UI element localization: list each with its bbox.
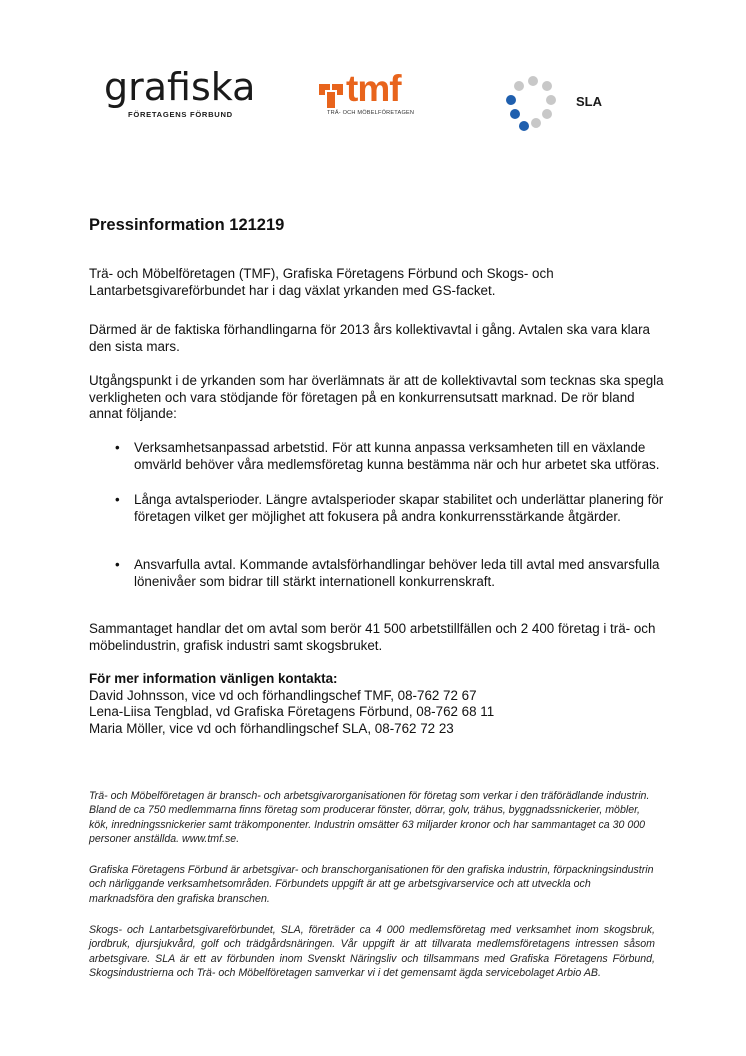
tmf-description: Trä- och Möbelföretagen är bransch- och arbetsgivarorganisationen för företag som verkar i den träförädlande industrin. Bland de ca 750 medlemmarna finns företag som producerar fönster, dörrar, golv, trähus, byggnadssnickerier, möbler, kök, inredningssnickerier samt träkomponenter. Industrin omsätter 63 miljarder kronor och har sammantaget ca 30 000 personer anställda. www.tmf.se. [89, 790, 650, 845]
bullet-marker: • [115, 492, 120, 507]
sla-logo-label: SLA [576, 94, 602, 109]
bullet-marker: • [115, 440, 120, 455]
sla-description: Skogs- och Lantarbetsgivareförbundet, SLA, företräder ca 4 000 medlemsföretag med verksamhet inom skogsbruk, jordbruk, djursjukvård, golf och trädgårdsnäringen. Vår uppgift är att tillvarata medlemsföretagens intressen såsom arbetsgivare. SLA är ett av förbunden inom Svenskt Näringsliv och tillsammans med Grafiska Företagens Förbund, Skogsindustrierna och Trä- och Möbelföretagen samverkar vi i det gemensamt ägda servicebolaget Arbio AB. [89, 924, 655, 979]
tmf-mark-icon [317, 81, 345, 109]
list-item [89, 492, 669, 525]
page-title: Pressinformation 121219 [89, 216, 285, 234]
sla-logo [500, 74, 610, 136]
contact-line: David Johnsson, vice vd och förhandlingschef TMF, 08-762 72 67 [89, 687, 477, 703]
contact-title: För mer information vänligen kontakta: [89, 671, 338, 686]
bullet-text: Verksamhetsanpassad arbetstid. För att kunna anpassa verksamheten till en växlande omvärld behöver våra medlemsföretag kunna bestämma när och hur arbetet ska utföras. [134, 440, 660, 472]
starting-point-paragraph: Utgångspunkt i de yrkanden som har överlämnats är att de kollektivavtal som tecknas ska spegla verkligheten och vara stödjande för företagen på en konkurrensutsatt marknad. De rör bland annat följande: [89, 373, 664, 421]
intro-paragraph: Trä- och Möbelföretagen (TMF), Grafiska Företagens Förbund och Skogs- och Lantarbetsgivareförbundet har i dag växlat yrkanden med GS-facket. [89, 266, 554, 298]
list-item [89, 440, 669, 473]
grafiska-logo [104, 65, 256, 122]
negotiation-paragraph: Därmed är de faktiska förhandlingarna för 2013 års kollektivavtal i gång. Avtalen ska vara klara den sista mars. [89, 322, 650, 354]
list-item [89, 557, 669, 590]
bullet-text: Långa avtalsperioder. Längre avtalsperioder skapar stabilitet och underlättar planering för företagen vilket ger möjlighet att fokusera på andra konkurrensstärkande åtgärder. [134, 492, 664, 524]
grafiska-description: Grafiska Företagens Förbund är arbetsgivar- och branschorganisationen för den grafiska industrin, förpackningsindustrin och närliggande verksamhetsområden. Förbundets uppgift är att ge arbetsgivarservice och att utveckla och marknadsföra den grafiska branschen. [89, 864, 654, 905]
tmf-logo-word: tmf [346, 68, 401, 109]
grafiska-logo-subtitle: FÖRETAGENS FÖRBUND [128, 110, 233, 119]
grafiska-logo-word: grafiska [104, 65, 256, 109]
bullet-marker: • [115, 557, 120, 572]
bullet-text: Ansvarfulla avtal. Kommande avtalsförhandlingar behöver leda till avtal med ansvarsfulla lönenivåer som bidrar till stärkt internationell konkurrenskraft. [134, 557, 660, 589]
summary-paragraph: Sammantaget handlar det om avtal som berör 41 500 arbetstillfällen och 2 400 företag i trä- och möbelindustrin, grafisk industri samt skogsbruket. [89, 621, 656, 653]
tmf-logo [317, 68, 429, 122]
tmf-logo-subtitle: TRÄ- OCH MÖBELFÖRETAGEN [327, 110, 415, 116]
contact-line: Lena-Liisa Tengblad, vd Grafiska Företagens Förbund, 08-762 68 11 [89, 704, 495, 719]
contact-block [89, 671, 494, 737]
contact-line: Maria Möller, vice vd och förhandlingschef SLA, 08-762 72 23 [89, 720, 454, 736]
sla-dots-icon [500, 74, 564, 136]
